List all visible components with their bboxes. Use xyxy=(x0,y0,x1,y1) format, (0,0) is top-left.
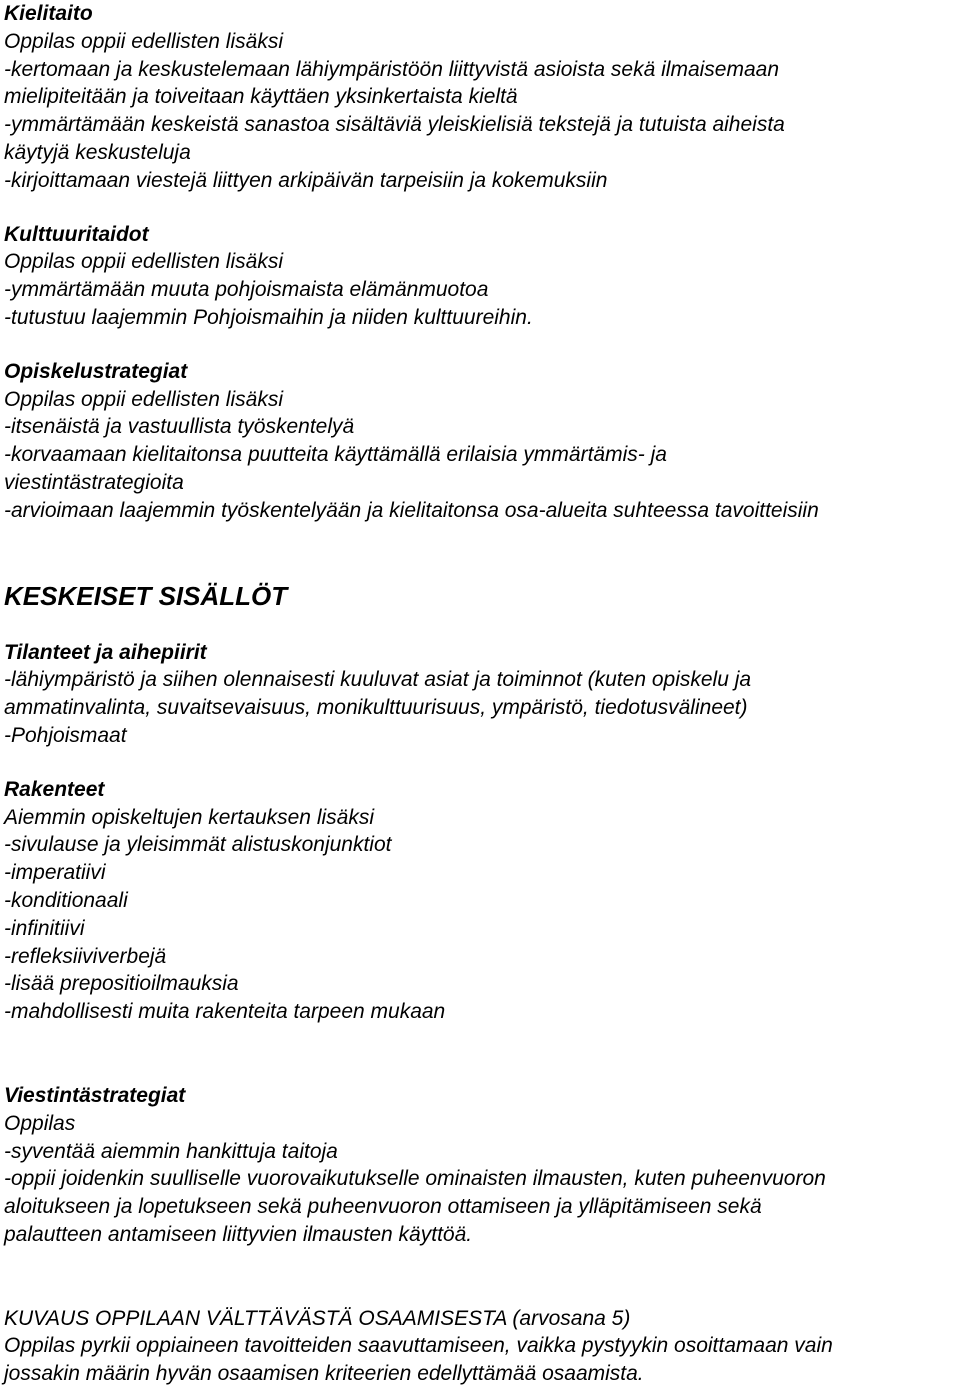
section-heading-viestintastrategiat: Viestintästrategiat xyxy=(4,1083,186,1107)
spacer xyxy=(4,525,956,581)
text-line: jossakin määrin hyvän osaamisen kriteerien edellyttämää osaamista. xyxy=(4,1362,644,1386)
text-line: -ymmärtämään muuta pohjoismaista elämänmuotoa xyxy=(4,278,489,302)
text-line: -korvaamaan kielitaitonsa puutteita käyttämällä erilaisia ymmärtämis- ja xyxy=(4,443,667,467)
text-line: -refleksiiviverbejä xyxy=(4,944,167,968)
text-line: -ymmärtämään keskeistä sanastoa sisältäviä yleiskielisiä tekstejä ja tutuista aiheista xyxy=(4,113,785,137)
text-line: -itsenäistä ja vastuullista työskentelyä xyxy=(4,415,355,439)
text-line: -arvioimaan laajemmin työskentelyään ja kielitaitonsa osa-alueita suhteessa tavoitteisiin xyxy=(4,498,819,522)
section-heading-opiskelustrategiat: Opiskelustrategiat xyxy=(4,359,188,383)
text-line: -sivulause ja yleisimmät alistuskonjunktiot xyxy=(4,833,392,857)
text-line: -Pohjoismaat xyxy=(4,723,127,747)
text-line: Oppilas xyxy=(4,1111,76,1135)
text-line: -tutustuu laajemmin Pohjoismaihin ja niiden kulttuureihin. xyxy=(4,305,533,329)
text-line: -lähiympäristö ja siihen olennaisesti kuuluvat asiat ja toiminnot (kuten opiskelu ja xyxy=(4,668,752,692)
text-line: aloitukseen ja lopetukseen sekä puheenvuoron ottamiseen ja ylläpitämiseen sekä xyxy=(4,1195,762,1219)
spacer xyxy=(4,332,956,358)
section-kielitaito xyxy=(4,0,956,195)
section-kuvaus xyxy=(4,1305,956,1388)
spacer xyxy=(4,1249,956,1305)
text-line: -mahdollisesti muita rakenteita tarpeen mukaan xyxy=(4,1000,446,1024)
spacer xyxy=(4,611,956,639)
section-rakenteet xyxy=(4,776,956,1026)
text-line: Oppilas oppii edellisten lisäksi xyxy=(4,29,283,53)
text-line: -kertomaan ja keskustelemaan lähiympäristöön liittyvistä asioista sekä ilmaisemaan xyxy=(4,57,780,81)
text-line: -kirjoittamaan viestejä liittyen arkipäivän tarpeisiin ja kokemuksiin xyxy=(4,168,608,192)
spacer xyxy=(4,1026,956,1082)
section-opiskelustrategiat xyxy=(4,358,956,525)
text-line: Oppilas pyrkii oppiaineen tavoitteiden saavuttamiseen, vaikka pystyykin osoittamaan vain xyxy=(4,1334,833,1358)
text-line: käytyjä keskusteluja xyxy=(4,140,191,164)
section-heading-rakenteet: Rakenteet xyxy=(4,777,105,801)
section-heading-kielitaito: Kielitaito xyxy=(4,2,93,25)
section-kulttuuritaidot xyxy=(4,221,956,332)
text-line: mielipiteitään ja toiveitaan käyttäen yksinkertaista kieltä xyxy=(4,85,518,109)
spacer xyxy=(4,195,956,221)
text-line: viestintästrategioita xyxy=(4,470,184,494)
text-line: Oppilas oppii edellisten lisäksi xyxy=(4,250,283,274)
main-heading-keskeiset-sisallot: KESKEISET SISÄLLÖT xyxy=(4,580,288,611)
text-line: palautteen antamiseen liittyvien ilmausten käyttöä. xyxy=(4,1222,473,1246)
section-heading-kuvaus: KUVAUS OPPILAAN VÄLTTÄVÄSTÄ OSAAMISESTA (arvosana 5) xyxy=(4,1306,631,1330)
text-line: -infinitiivi xyxy=(4,916,85,940)
section-heading-tilanteet: Tilanteet ja aihepiirit xyxy=(4,640,207,664)
text-line: -imperatiivi xyxy=(4,861,106,885)
text-line: ammatinvalinta, suvaitsevaisuus, monikulttuurisuus, ympäristö, tiedotusvälineet) xyxy=(4,696,748,720)
section-heading-kulttuuritaidot: Kulttuuritaidot xyxy=(4,222,149,246)
text-line: -syventää aiemmin hankittuja taitoja xyxy=(4,1139,338,1163)
spacer xyxy=(4,750,956,776)
text-line: -oppii joidenkin suulliselle vuorovaikutukselle ominaisten ilmausten, kuten puheenvuoron xyxy=(4,1167,826,1191)
text-line: Oppilas oppii edellisten lisäksi xyxy=(4,387,283,411)
section-viestintastrategiat xyxy=(4,1082,956,1249)
text-line: -konditionaali xyxy=(4,888,128,912)
text-line: -lisää prepositioilmauksia xyxy=(4,972,239,996)
text-line: Aiemmin opiskeltujen kertauksen lisäksi xyxy=(4,805,374,829)
section-tilanteet xyxy=(4,639,956,750)
